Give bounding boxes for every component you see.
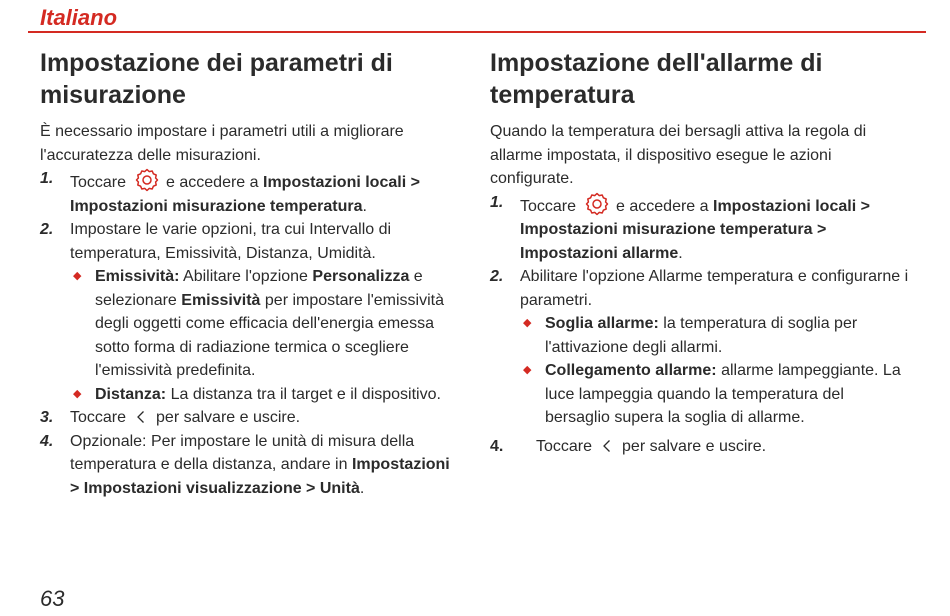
step-text: e accedere a	[166, 174, 259, 191]
step-text: e accedere a	[616, 197, 709, 215]
header-divider	[28, 31, 926, 33]
step-text: Toccare	[520, 197, 577, 215]
left-step-2-bullets	[70, 265, 460, 406]
right-intro: Quando la temperatura dei bersagli attiva la regola di allarme impostata, il dispositivo esegue le azioni configurate.	[490, 123, 867, 187]
step-text: per salvare e uscire.	[622, 437, 767, 455]
diamond-bullet-icon: ◆	[523, 317, 532, 329]
menu-path: Impostazioni locali > Impostazioni misurazione temperatura	[70, 174, 420, 215]
menu-path: Impostazioni locali > Impostazioni misurazione temperatura > Impostazioni allarme	[520, 197, 870, 262]
diamond-bullet-icon: ◆	[523, 364, 532, 376]
right-step-1: 1. Toccare e accedere a Impostazioni locali > Impostazioni misurazione temperatura > Impostazioni allarme.	[490, 191, 910, 266]
menu-path: Impostazioni > Impostazioni visualizzazione > Unità	[70, 456, 450, 497]
step-text: Toccare	[536, 437, 593, 455]
step-text: Toccare	[70, 174, 127, 191]
right-steps	[490, 191, 910, 430]
step-text: Abilitare l'opzione Allarme temperatura e configurarne i parametri.	[520, 268, 909, 309]
step-number: 2.	[490, 268, 504, 285]
bullet-distance: ◆ Distanza: La distanza tra il target e il dispositivo.	[73, 385, 441, 403]
left-step-3	[40, 406, 460, 430]
bullet-emissivity: ◆ Emissività: Abilitare l'opzione Personalizza e selezionare Emissività per impostare l'emissività degli oggetti come efficacia dell'energia emessa sotto forma di radiazione termica o scegliere l'emissività predefinita.	[73, 268, 444, 379]
right-step-2-bullets	[520, 312, 910, 430]
left-step-4: 4. Opzionale: Per impostare le unità di misura della temperatura e della distanza, andare in Impostazioni > Impostazioni visualizzazione > Unità.	[40, 430, 460, 501]
step-number: 4.	[490, 437, 504, 455]
right-step-2	[490, 265, 910, 430]
back-chevron-icon	[134, 409, 148, 425]
step-text: per salvare e uscire.	[156, 409, 301, 426]
left-section-title: Impostazione dei parametri di misurazione	[40, 49, 393, 109]
step-number: 3.	[40, 409, 54, 426]
page-number: 63	[40, 586, 65, 611]
left-column	[40, 47, 460, 500]
left-steps	[40, 167, 460, 500]
diamond-bullet-icon: ◆	[73, 270, 82, 282]
right-column	[490, 47, 910, 458]
step-number: 2.	[40, 221, 54, 238]
bullet-alarm-threshold: ◆ Soglia allarme: la temperatura di soglia per l'attivazione degli allarmi.	[523, 315, 858, 356]
step-number: 1.	[490, 193, 504, 211]
step-text: Opzionale: Per impostare le unità di misura della temperatura e della distanza, andare in	[70, 432, 415, 473]
back-chevron-icon	[600, 438, 614, 454]
language-header: Italiano	[40, 5, 118, 30]
step-number: 1.	[40, 170, 54, 187]
gear-icon	[134, 167, 160, 193]
step-number: 4.	[40, 432, 54, 450]
gear-icon	[584, 191, 610, 217]
step-text: Toccare	[70, 409, 127, 426]
step-text: Impostare le varie opzioni, tra cui Intervallo di temperatura, Emissività, Distanza, Umidità.	[70, 221, 392, 262]
right-step-4	[490, 435, 910, 459]
left-step-1: 1. Toccare e accedere a Impostazioni locali > Impostazioni misurazione temperatura.	[40, 167, 460, 218]
left-step-2	[40, 218, 460, 406]
diamond-bullet-icon: ◆	[73, 387, 82, 400]
left-intro: È necessario impostare i parametri utili a migliorare l'accuratezza delle misurazioni.	[40, 123, 404, 164]
bullet-alarm-linkage: ◆ Collegamento allarme: allarme lampeggiante. La luce lampeggia quando la temperatura del bersaglio supera la soglia di allarme.	[523, 362, 901, 426]
right-section-title: Impostazione dell'allarme di temperatura	[490, 49, 823, 109]
